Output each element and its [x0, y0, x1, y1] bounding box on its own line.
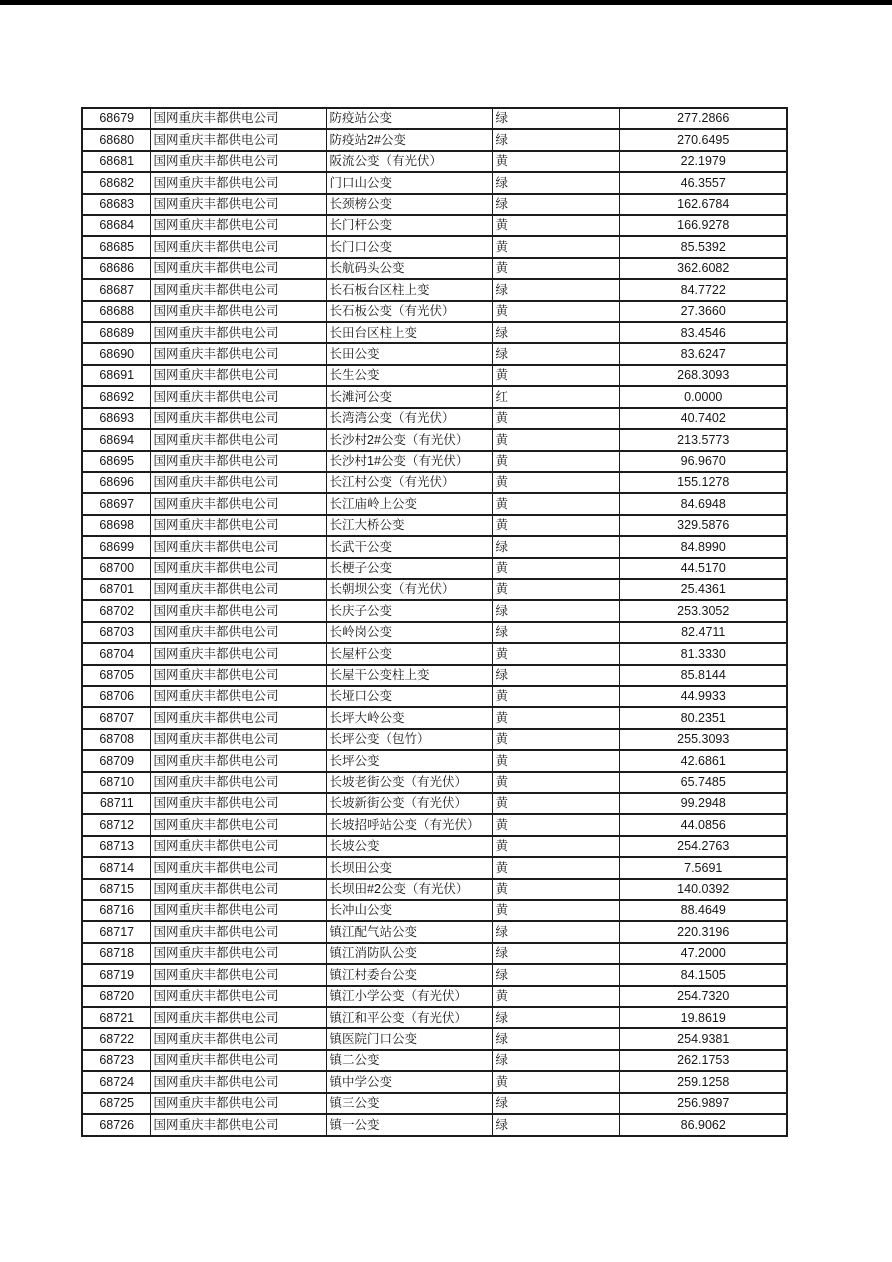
- cell-company: 国网重庆丰都供电公司: [150, 707, 326, 728]
- cell-value: 22.1979: [619, 151, 787, 172]
- cell-row_id: 68684: [82, 215, 150, 236]
- cell-row_id: 68696: [82, 472, 150, 493]
- cell-company: 国网重庆丰都供电公司: [150, 814, 326, 835]
- table-row: [82, 215, 787, 236]
- cell-station_name: 镇二公变: [326, 1050, 492, 1071]
- table-row: [82, 279, 787, 300]
- cell-value: 254.9381: [619, 1028, 787, 1049]
- table-row: [82, 750, 787, 771]
- cell-row_id: 68694: [82, 429, 150, 450]
- cell-company: 国网重庆丰都供电公司: [150, 600, 326, 621]
- cell-station_name: 阪流公变（有光伏）: [326, 151, 492, 172]
- cell-value: 81.3330: [619, 643, 787, 664]
- cell-station_name: 长门口公变: [326, 236, 492, 257]
- cell-company: 国网重庆丰都供电公司: [150, 343, 326, 364]
- cell-row_id: 68685: [82, 236, 150, 257]
- cell-status_color: 黄: [492, 900, 619, 921]
- cell-station_name: 防疫站公变: [326, 108, 492, 129]
- table-row: [82, 558, 787, 579]
- cell-company: 国网重庆丰都供电公司: [150, 408, 326, 429]
- cell-row_id: 68691: [82, 365, 150, 386]
- cell-company: 国网重庆丰都供电公司: [150, 665, 326, 686]
- cell-company: 国网重庆丰都供电公司: [150, 643, 326, 664]
- cell-row_id: 68705: [82, 665, 150, 686]
- cell-value: 86.9062: [619, 1114, 787, 1136]
- cell-value: 19.8619: [619, 1007, 787, 1028]
- cell-status_color: 绿: [492, 129, 619, 150]
- cell-status_color: 黄: [492, 836, 619, 857]
- cell-status_color: 黄: [492, 643, 619, 664]
- cell-row_id: 68695: [82, 451, 150, 472]
- cell-value: 99.2948: [619, 793, 787, 814]
- cell-status_color: 黄: [492, 472, 619, 493]
- cell-station_name: 长江大桥公变: [326, 515, 492, 536]
- cell-row_id: 68711: [82, 793, 150, 814]
- cell-value: 329.5876: [619, 515, 787, 536]
- cell-row_id: 68710: [82, 772, 150, 793]
- table-row: [82, 943, 787, 964]
- table-row: [82, 472, 787, 493]
- cell-status_color: 绿: [492, 964, 619, 985]
- cell-station_name: 长岭岗公变: [326, 622, 492, 643]
- cell-row_id: 68687: [82, 279, 150, 300]
- cell-value: 27.3660: [619, 301, 787, 322]
- cell-company: 国网重庆丰都供电公司: [150, 1071, 326, 1092]
- cell-value: 46.3557: [619, 172, 787, 193]
- table-row: [82, 921, 787, 942]
- cell-company: 国网重庆丰都供电公司: [150, 322, 326, 343]
- table-row: [82, 729, 787, 750]
- cell-status_color: 绿: [492, 1050, 619, 1071]
- cell-value: 256.9897: [619, 1093, 787, 1114]
- table-row: [82, 129, 787, 150]
- cell-company: 国网重庆丰都供电公司: [150, 236, 326, 257]
- cell-row_id: 68726: [82, 1114, 150, 1136]
- table-row: [82, 365, 787, 386]
- cell-company: 国网重庆丰都供电公司: [150, 258, 326, 279]
- cell-value: 162.6784: [619, 194, 787, 215]
- cell-status_color: 黄: [492, 515, 619, 536]
- cell-status_color: 黄: [492, 772, 619, 793]
- cell-value: 259.1258: [619, 1071, 787, 1092]
- cell-status_color: 黄: [492, 301, 619, 322]
- cell-row_id: 68702: [82, 600, 150, 621]
- table-row: [82, 1007, 787, 1028]
- top-edge-bar: [0, 0, 892, 5]
- cell-row_id: 68708: [82, 729, 150, 750]
- table-row: [82, 986, 787, 1007]
- cell-company: 国网重庆丰都供电公司: [150, 1050, 326, 1071]
- cell-status_color: 黄: [492, 686, 619, 707]
- cell-value: 213.5773: [619, 429, 787, 450]
- cell-status_color: 黄: [492, 408, 619, 429]
- cell-company: 国网重庆丰都供电公司: [150, 1114, 326, 1136]
- cell-station_name: 长生公变: [326, 365, 492, 386]
- table-row: [82, 258, 787, 279]
- table-row: [82, 964, 787, 985]
- cell-row_id: 68725: [82, 1093, 150, 1114]
- cell-company: 国网重庆丰都供电公司: [150, 493, 326, 514]
- table-row: [82, 236, 787, 257]
- table-row: [82, 515, 787, 536]
- cell-value: 0.0000: [619, 386, 787, 407]
- cell-status_color: 黄: [492, 857, 619, 878]
- cell-value: 262.1753: [619, 1050, 787, 1071]
- transformer-table: [81, 107, 788, 1137]
- cell-value: 42.6861: [619, 750, 787, 771]
- cell-station_name: 长屋杆公变: [326, 643, 492, 664]
- cell-value: 47.2000: [619, 943, 787, 964]
- cell-company: 国网重庆丰都供电公司: [150, 836, 326, 857]
- cell-status_color: 绿: [492, 194, 619, 215]
- cell-station_name: 镇三公变: [326, 1093, 492, 1114]
- cell-row_id: 68714: [82, 857, 150, 878]
- cell-status_color: 黄: [492, 729, 619, 750]
- cell-station_name: 镇江配气站公变: [326, 921, 492, 942]
- table-row: [82, 707, 787, 728]
- cell-status_color: 黄: [492, 429, 619, 450]
- cell-value: 254.2763: [619, 836, 787, 857]
- table-row: [82, 536, 787, 557]
- cell-station_name: 长沙村2#公变（有光伏）: [326, 429, 492, 450]
- cell-row_id: 68715: [82, 879, 150, 900]
- cell-value: 88.4649: [619, 900, 787, 921]
- cell-value: 25.4361: [619, 579, 787, 600]
- table-row: [82, 429, 787, 450]
- cell-company: 国网重庆丰都供电公司: [150, 301, 326, 322]
- table-row: [82, 322, 787, 343]
- cell-status_color: 黄: [492, 1071, 619, 1092]
- cell-status_color: 黄: [492, 258, 619, 279]
- table-row: [82, 622, 787, 643]
- cell-company: 国网重庆丰都供电公司: [150, 386, 326, 407]
- cell-station_name: 长滩河公变: [326, 386, 492, 407]
- cell-row_id: 68688: [82, 301, 150, 322]
- cell-status_color: 绿: [492, 943, 619, 964]
- cell-row_id: 68692: [82, 386, 150, 407]
- cell-value: 84.1505: [619, 964, 787, 985]
- table-row: [82, 1071, 787, 1092]
- cell-status_color: 黄: [492, 236, 619, 257]
- cell-station_name: 长颈榜公变: [326, 194, 492, 215]
- cell-status_color: 黄: [492, 879, 619, 900]
- cell-row_id: 68680: [82, 129, 150, 150]
- cell-row_id: 68690: [82, 343, 150, 364]
- cell-row_id: 68699: [82, 536, 150, 557]
- cell-station_name: 长垭口公变: [326, 686, 492, 707]
- cell-row_id: 68698: [82, 515, 150, 536]
- cell-company: 国网重庆丰都供电公司: [150, 622, 326, 643]
- cell-company: 国网重庆丰都供电公司: [150, 729, 326, 750]
- cell-company: 国网重庆丰都供电公司: [150, 536, 326, 557]
- cell-value: 44.0856: [619, 814, 787, 835]
- cell-value: 83.6247: [619, 343, 787, 364]
- cell-row_id: 68718: [82, 943, 150, 964]
- cell-company: 国网重庆丰都供电公司: [150, 793, 326, 814]
- table-row: [82, 1028, 787, 1049]
- cell-row_id: 68703: [82, 622, 150, 643]
- cell-row_id: 68724: [82, 1071, 150, 1092]
- cell-station_name: 镇江小学公变（有光伏）: [326, 986, 492, 1007]
- cell-station_name: 镇江消防队公变: [326, 943, 492, 964]
- cell-value: 84.7722: [619, 279, 787, 300]
- cell-row_id: 68709: [82, 750, 150, 771]
- cell-row_id: 68717: [82, 921, 150, 942]
- cell-station_name: 长航码头公变: [326, 258, 492, 279]
- cell-row_id: 68712: [82, 814, 150, 835]
- table-row: [82, 1114, 787, 1136]
- cell-company: 国网重庆丰都供电公司: [150, 558, 326, 579]
- cell-company: 国网重庆丰都供电公司: [150, 472, 326, 493]
- cell-company: 国网重庆丰都供电公司: [150, 857, 326, 878]
- table-row: [82, 301, 787, 322]
- cell-company: 国网重庆丰都供电公司: [150, 879, 326, 900]
- cell-status_color: 绿: [492, 622, 619, 643]
- cell-value: 40.7402: [619, 408, 787, 429]
- cell-station_name: 镇医院门口公变: [326, 1028, 492, 1049]
- cell-company: 国网重庆丰都供电公司: [150, 194, 326, 215]
- table-row: [82, 836, 787, 857]
- cell-status_color: 绿: [492, 172, 619, 193]
- table-row: [82, 386, 787, 407]
- cell-value: 270.6495: [619, 129, 787, 150]
- cell-station_name: 长田公变: [326, 343, 492, 364]
- cell-company: 国网重庆丰都供电公司: [150, 108, 326, 129]
- cell-company: 国网重庆丰都供电公司: [150, 215, 326, 236]
- cell-status_color: 黄: [492, 707, 619, 728]
- cell-station_name: 镇中学公变: [326, 1071, 492, 1092]
- cell-company: 国网重庆丰都供电公司: [150, 579, 326, 600]
- cell-station_name: 长屋干公变柱上变: [326, 665, 492, 686]
- cell-company: 国网重庆丰都供电公司: [150, 772, 326, 793]
- table-row: [82, 793, 787, 814]
- table-row: [82, 900, 787, 921]
- cell-row_id: 68686: [82, 258, 150, 279]
- cell-row_id: 68679: [82, 108, 150, 129]
- cell-row_id: 68720: [82, 986, 150, 1007]
- cell-company: 国网重庆丰都供电公司: [150, 429, 326, 450]
- cell-value: 96.9670: [619, 451, 787, 472]
- cell-station_name: 长坡老街公变（有光伏）: [326, 772, 492, 793]
- cell-value: 268.3093: [619, 365, 787, 386]
- table-row: [82, 814, 787, 835]
- table-row: [82, 451, 787, 472]
- cell-status_color: 绿: [492, 921, 619, 942]
- cell-row_id: 68689: [82, 322, 150, 343]
- cell-station_name: 长江庙岭上公变: [326, 493, 492, 514]
- cell-station_name: 长朝坝公变（有光伏）: [326, 579, 492, 600]
- cell-station_name: 长坪公变: [326, 750, 492, 771]
- cell-status_color: 黄: [492, 793, 619, 814]
- cell-station_name: 镇一公变: [326, 1114, 492, 1136]
- cell-station_name: 长坡新街公变（有光伏）: [326, 793, 492, 814]
- cell-company: 国网重庆丰都供电公司: [150, 151, 326, 172]
- cell-company: 国网重庆丰都供电公司: [150, 1028, 326, 1049]
- cell-status_color: 黄: [492, 750, 619, 771]
- cell-company: 国网重庆丰都供电公司: [150, 1093, 326, 1114]
- cell-status_color: 绿: [492, 1093, 619, 1114]
- cell-row_id: 68700: [82, 558, 150, 579]
- cell-row_id: 68681: [82, 151, 150, 172]
- cell-company: 国网重庆丰都供电公司: [150, 986, 326, 1007]
- cell-status_color: 绿: [492, 1114, 619, 1136]
- cell-value: 277.2866: [619, 108, 787, 129]
- table-row: [82, 408, 787, 429]
- cell-status_color: 黄: [492, 451, 619, 472]
- cell-station_name: 长田台区柱上变: [326, 322, 492, 343]
- cell-station_name: 长冲山公变: [326, 900, 492, 921]
- cell-company: 国网重庆丰都供电公司: [150, 964, 326, 985]
- cell-row_id: 68723: [82, 1050, 150, 1071]
- cell-station_name: 长湾湾公变（有光伏）: [326, 408, 492, 429]
- cell-value: 44.5170: [619, 558, 787, 579]
- cell-company: 国网重庆丰都供电公司: [150, 365, 326, 386]
- cell-station_name: 镇江村委台公变: [326, 964, 492, 985]
- cell-row_id: 68713: [82, 836, 150, 857]
- cell-status_color: 绿: [492, 1028, 619, 1049]
- cell-company: 国网重庆丰都供电公司: [150, 515, 326, 536]
- table-row: [82, 493, 787, 514]
- cell-station_name: 门口山公变: [326, 172, 492, 193]
- cell-value: 254.7320: [619, 986, 787, 1007]
- cell-company: 国网重庆丰都供电公司: [150, 921, 326, 942]
- cell-station_name: 长坝田#2公变（有光伏）: [326, 879, 492, 900]
- cell-company: 国网重庆丰都供电公司: [150, 279, 326, 300]
- cell-row_id: 68693: [82, 408, 150, 429]
- cell-row_id: 68706: [82, 686, 150, 707]
- cell-company: 国网重庆丰都供电公司: [150, 900, 326, 921]
- cell-value: 84.6948: [619, 493, 787, 514]
- cell-value: 155.1278: [619, 472, 787, 493]
- cell-company: 国网重庆丰都供电公司: [150, 1007, 326, 1028]
- cell-company: 国网重庆丰都供电公司: [150, 750, 326, 771]
- cell-value: 84.8990: [619, 536, 787, 557]
- cell-station_name: 长坪大岭公变: [326, 707, 492, 728]
- cell-value: 83.4546: [619, 322, 787, 343]
- cell-status_color: 绿: [492, 343, 619, 364]
- table-row: [82, 665, 787, 686]
- cell-station_name: 长武干公变: [326, 536, 492, 557]
- cell-row_id: 68683: [82, 194, 150, 215]
- table-row: [82, 108, 787, 129]
- cell-value: 85.8144: [619, 665, 787, 686]
- cell-row_id: 68682: [82, 172, 150, 193]
- cell-station_name: 长坡招呼站公变（有光伏）: [326, 814, 492, 835]
- cell-station_name: 长石板台区柱上变: [326, 279, 492, 300]
- cell-status_color: 绿: [492, 536, 619, 557]
- cell-value: 255.3093: [619, 729, 787, 750]
- cell-station_name: 长江村公变（有光伏）: [326, 472, 492, 493]
- table-row: [82, 879, 787, 900]
- cell-value: 253.3052: [619, 600, 787, 621]
- table-row: [82, 194, 787, 215]
- cell-company: 国网重庆丰都供电公司: [150, 451, 326, 472]
- table-row: [82, 172, 787, 193]
- cell-station_name: 长坡公变: [326, 836, 492, 857]
- cell-status_color: 黄: [492, 151, 619, 172]
- table-row: [82, 643, 787, 664]
- cell-value: 85.5392: [619, 236, 787, 257]
- cell-company: 国网重庆丰都供电公司: [150, 686, 326, 707]
- cell-status_color: 黄: [492, 558, 619, 579]
- cell-status_color: 绿: [492, 1007, 619, 1028]
- cell-station_name: 长门杆公变: [326, 215, 492, 236]
- cell-station_name: 镇江和平公变（有光伏）: [326, 1007, 492, 1028]
- cell-row_id: 68721: [82, 1007, 150, 1028]
- cell-value: 7.5691: [619, 857, 787, 878]
- cell-value: 82.4711: [619, 622, 787, 643]
- cell-company: 国网重庆丰都供电公司: [150, 172, 326, 193]
- cell-value: 65.7485: [619, 772, 787, 793]
- table-body: [82, 108, 787, 1136]
- cell-value: 362.6082: [619, 258, 787, 279]
- cell-station_name: 长庆子公变: [326, 600, 492, 621]
- cell-station_name: 防疫站2#公变: [326, 129, 492, 150]
- cell-station_name: 长石板公变（有光伏）: [326, 301, 492, 322]
- cell-status_color: 绿: [492, 665, 619, 686]
- table-row: [82, 857, 787, 878]
- cell-row_id: 68722: [82, 1028, 150, 1049]
- cell-status_color: 绿: [492, 600, 619, 621]
- cell-row_id: 68704: [82, 643, 150, 664]
- cell-value: 140.0392: [619, 879, 787, 900]
- cell-row_id: 68716: [82, 900, 150, 921]
- cell-row_id: 68719: [82, 964, 150, 985]
- cell-value: 80.2351: [619, 707, 787, 728]
- cell-station_name: 长沙村1#公变（有光伏）: [326, 451, 492, 472]
- table-row: [82, 579, 787, 600]
- cell-company: 国网重庆丰都供电公司: [150, 129, 326, 150]
- table-row: [82, 1050, 787, 1071]
- cell-status_color: 黄: [492, 215, 619, 236]
- cell-station_name: 长坪公变（包竹）: [326, 729, 492, 750]
- cell-status_color: 绿: [492, 322, 619, 343]
- cell-station_name: 长坝田公变: [326, 857, 492, 878]
- cell-status_color: 黄: [492, 365, 619, 386]
- table-row: [82, 600, 787, 621]
- cell-station_name: 长梗子公变: [326, 558, 492, 579]
- table-row: [82, 343, 787, 364]
- cell-row_id: 68701: [82, 579, 150, 600]
- table-row: [82, 686, 787, 707]
- cell-value: 220.3196: [619, 921, 787, 942]
- cell-status_color: 绿: [492, 108, 619, 129]
- cell-status_color: 绿: [492, 279, 619, 300]
- cell-value: 44.9933: [619, 686, 787, 707]
- cell-value: 166.9278: [619, 215, 787, 236]
- cell-row_id: 68707: [82, 707, 150, 728]
- cell-status_color: 黄: [492, 986, 619, 1007]
- cell-row_id: 68697: [82, 493, 150, 514]
- table-row: [82, 1093, 787, 1114]
- table-row: [82, 772, 787, 793]
- cell-status_color: 黄: [492, 493, 619, 514]
- cell-company: 国网重庆丰都供电公司: [150, 943, 326, 964]
- cell-status_color: 红: [492, 386, 619, 407]
- cell-status_color: 黄: [492, 579, 619, 600]
- cell-status_color: 黄: [492, 814, 619, 835]
- table-row: [82, 151, 787, 172]
